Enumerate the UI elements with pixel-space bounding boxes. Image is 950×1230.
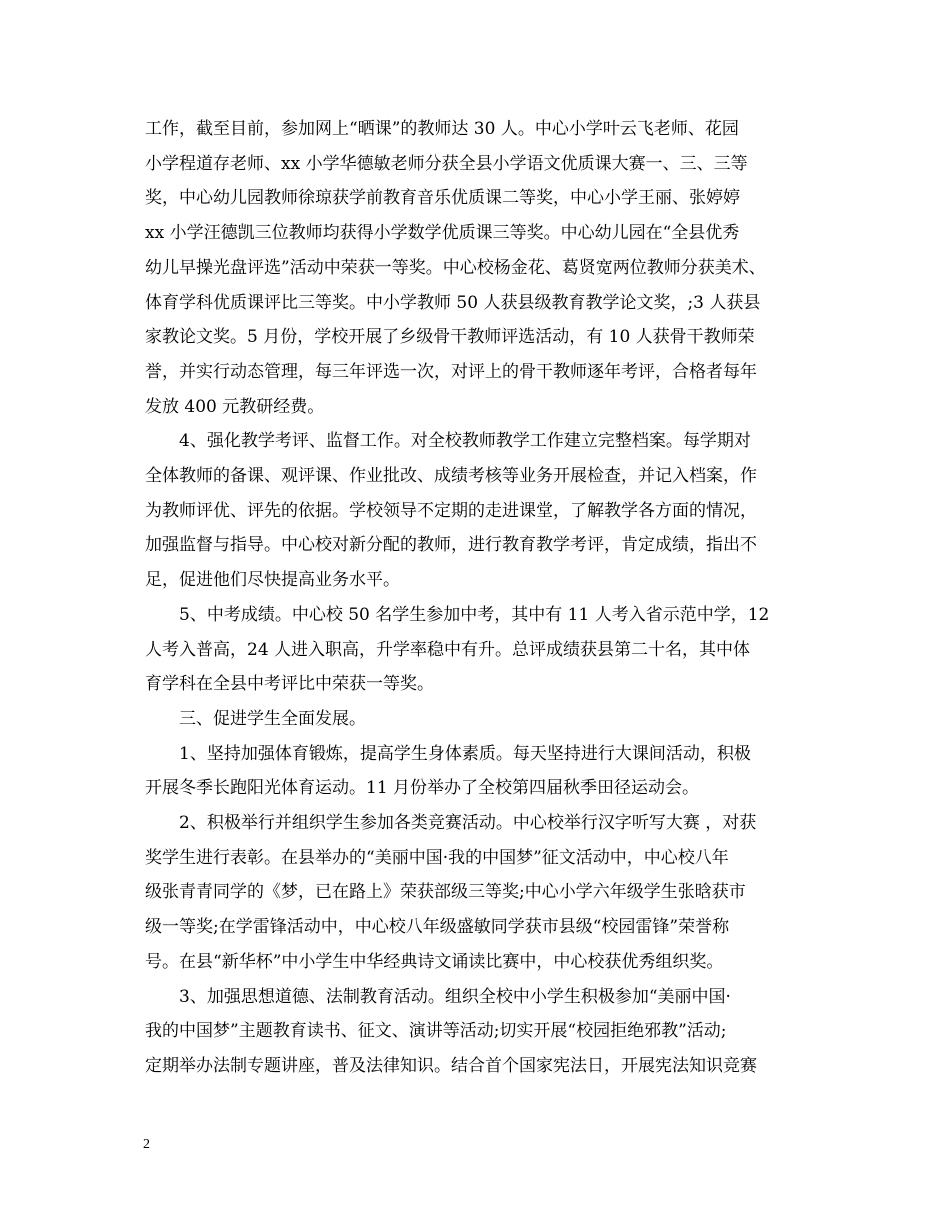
- text-line: 2、积极举行并组织学生参加各类竞赛活动。中心校举行汉字听写大赛 ，对获: [179, 813, 757, 834]
- text-line: 号。在县“新华杯”中小学生中华经典诗文诵读比赛中，中心校获优秀组织奖。: [145, 951, 724, 972]
- text-line: 3、加强思想道德、法制教育活动。组织全校中小学生积极参加“美丽中国·: [179, 986, 731, 1007]
- document-body: [145, 112, 805, 1084]
- paragraph: [145, 702, 805, 737]
- text-line: 开展冬季长跑阳光体育运动。11 月份举办了全校第四届秋季田径运动会。: [145, 778, 700, 799]
- page-number: 2: [143, 1137, 150, 1152]
- text-line: 级一等奖;在学雷锋活动中，中心校八年级盛敏同学获市县级“校园雷锋”荣誉称: [145, 917, 730, 938]
- text-line: 1、坚持加强体育锻炼，提高学生身体素质。每天坚持进行大课间活动，积极: [179, 743, 751, 764]
- text-line: 奖学生进行表彰。在县举办的“美丽中国·我的中国梦”征文活动中，中心校八年: [145, 847, 729, 868]
- text-line: 三、促进学生全面发展。: [179, 708, 366, 729]
- text-line: 足，促进他们尽快提高业务水平。: [145, 570, 400, 591]
- paragraph: [145, 980, 805, 1084]
- paragraph: [145, 806, 805, 980]
- text-line: 小学程道存老师、xx 小学华德敏老师分获全县小学语文优质课大赛一、三、三等: [145, 153, 748, 174]
- text-line: 我的中国梦”主题教育读书、征文、演讲等活动;切实开展“校园拒绝邪教”活动;: [145, 1021, 727, 1042]
- text-line: 加强监督与指导。中心校对新分配的教师，进行教育教学考评，肯定成绩，指出不: [145, 535, 757, 556]
- text-line: 育学科在全县中考评比中荣获一等奖。: [145, 674, 434, 695]
- text-line: 发放 400 元教研经费。: [145, 396, 325, 417]
- text-line: 级张青青同学的《梦，已在路上》荣获部级三等奖;中心小学六年级学生张晗获市: [145, 882, 746, 903]
- text-line: 幼儿早操光盘评选”活动中荣获一等奖。中心校杨金花、葛贤宽两位教师分获美术、: [145, 257, 766, 278]
- paragraph: [145, 737, 805, 806]
- text-line: xx 小学汪德凯三位教师均获得小学数学优质课三等奖。中心幼儿园在“全县优秀: [145, 223, 740, 244]
- text-line: 奖，中心幼儿园教师徐琼获学前教育音乐优质课二等奖，中心小学王丽、张婷婷: [145, 188, 740, 209]
- text-line: 人考入普高，24 人进入职高，升学率稳中有升。总评成绩获县第二十名，其中体: [145, 639, 751, 660]
- paragraph: [145, 424, 805, 598]
- text-line: 5、中考成绩。中心校 50 名学生参加中考，其中有 11 人考入省示范中学，12: [179, 604, 770, 625]
- text-line: 工作，截至目前，参加网上“晒课”的教师达 30 人。中心小学叶云飞老师、花园: [145, 119, 739, 139]
- text-line: 誉，并实行动态管理，每三年评选一次，对评上的骨干教师逐年考评，合格者每年: [145, 361, 757, 382]
- text-line: 4、强化教学考评、监督工作。对全校教师教学工作建立完整档案。每学期对: [179, 431, 751, 452]
- text-line: 家教论文奖。5 月份，学校开展了乡级骨干教师评选活动，有 10 人获骨干教师荣: [145, 327, 755, 348]
- paragraph: [145, 598, 805, 702]
- paragraph: [145, 112, 805, 424]
- text-line: 体育学科优质课评比三等奖。中小学教师 50 人获县级教育教学论文奖，;3 人获县: [145, 292, 761, 313]
- text-line: 为教师评优、评先的依据。学校领导不定期的走进课堂，了解教学各方面的情况，: [145, 500, 757, 521]
- text-line: 全体教师的备课、观评课、作业批改、成绩考核等业务开展检查，并记入档案，作: [145, 466, 757, 487]
- text-line: 定期举办法制专题讲座，普及法律知识。结合首个国家宪法日，开展宪法知识竞赛: [145, 1055, 757, 1076]
